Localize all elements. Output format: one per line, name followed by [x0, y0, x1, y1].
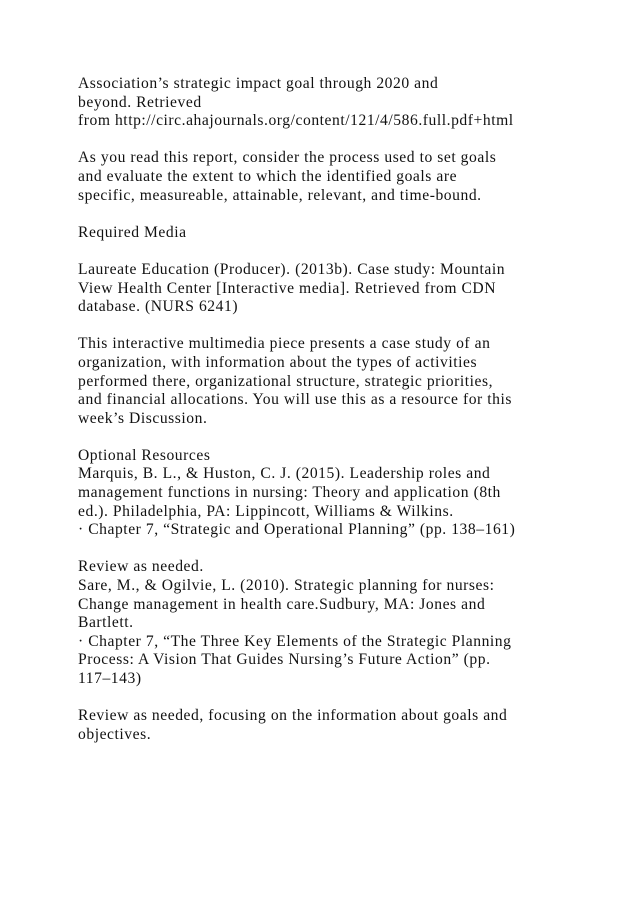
text-line: Bartlett. [78, 614, 134, 632]
paragraph-citation-sare [78, 558, 618, 688]
paragraph-citation-laureate [78, 261, 618, 317]
text-line: Review as needed. [78, 558, 204, 576]
text-line: Laureate Education (Producer). (2013b). Case study: Mountain [78, 260, 506, 278]
text-line: objectives. [78, 725, 152, 743]
text-line: 117–143) [78, 670, 142, 687]
url-text-line: from http://circ.ahajournals.org/content/121/4/586.full.pdf+html [78, 112, 514, 130]
text-line: Change management in health care.Sudbury, MA: Jones and [78, 595, 486, 613]
paragraph-gap [78, 689, 618, 708]
text-line: Process: A Vision That Guides Nursing’s Future Action” (pp. [78, 651, 491, 669]
text-line: Review as needed, focusing on the information about goals and [78, 707, 508, 725]
paragraph-gap [78, 428, 618, 447]
paragraph-gap [78, 205, 618, 224]
paragraph-gap [78, 242, 618, 261]
document-body [78, 75, 618, 744]
text-line: organization, with information about the types of activities [78, 353, 478, 371]
paragraph-optional-resources [78, 447, 618, 540]
text-line: As you read this report, consider the process used to set goals [78, 149, 497, 167]
text-line: performed there, organizational structure, strategic priorities, [78, 372, 494, 390]
text-line: ed.). Philadelphia, PA: Lippincott, Williams & Wilkins. [78, 502, 454, 520]
text-line: and financial allocations. You will use this as a resource for this [78, 391, 512, 409]
section-heading: Required Media [78, 223, 187, 241]
paragraph-gap [78, 540, 618, 559]
text-line: and evaluate the extent to which the identified goals are [78, 167, 458, 185]
paragraph-gap [78, 317, 618, 336]
text-line: beyond. Retrieved [78, 93, 202, 111]
text-line: management functions in nursing: Theory and application (8th [78, 484, 501, 502]
text-line: This interactive multimedia piece presents a case study of an [78, 335, 491, 353]
paragraph-reading-instructions [78, 149, 618, 205]
paragraph-review-note [78, 707, 618, 744]
heading-required-media [78, 224, 618, 243]
paragraph-gap [78, 131, 618, 150]
paragraph-citation-aha [78, 75, 618, 131]
text-line: Association’s strategic impact goal through 2020 and [78, 75, 439, 92]
paragraph-media-description [78, 335, 618, 428]
text-line: specific, measureable, attainable, relevant, and time-bound. [78, 186, 482, 204]
text-line: Marquis, B. L., & Huston, C. J. (2015). Leadership roles and [78, 465, 491, 483]
text-line: database. (NURS 6241) [78, 298, 239, 316]
list-item-chapter: · Chapter 7, “Strategic and Operational Planning” (pp. 138–161) [78, 521, 516, 539]
text-line: Sare, M., & Ogilvie, L. (2010). Strategic planning for nurses: [78, 577, 495, 595]
text-line: week’s Discussion. [78, 409, 208, 427]
section-heading: Optional Resources [78, 446, 211, 464]
text-line: View Health Center [Interactive media]. Retrieved from CDN [78, 279, 497, 297]
list-item-chapter: · Chapter 7, “The Three Key Elements of the Strategic Planning [78, 632, 512, 650]
